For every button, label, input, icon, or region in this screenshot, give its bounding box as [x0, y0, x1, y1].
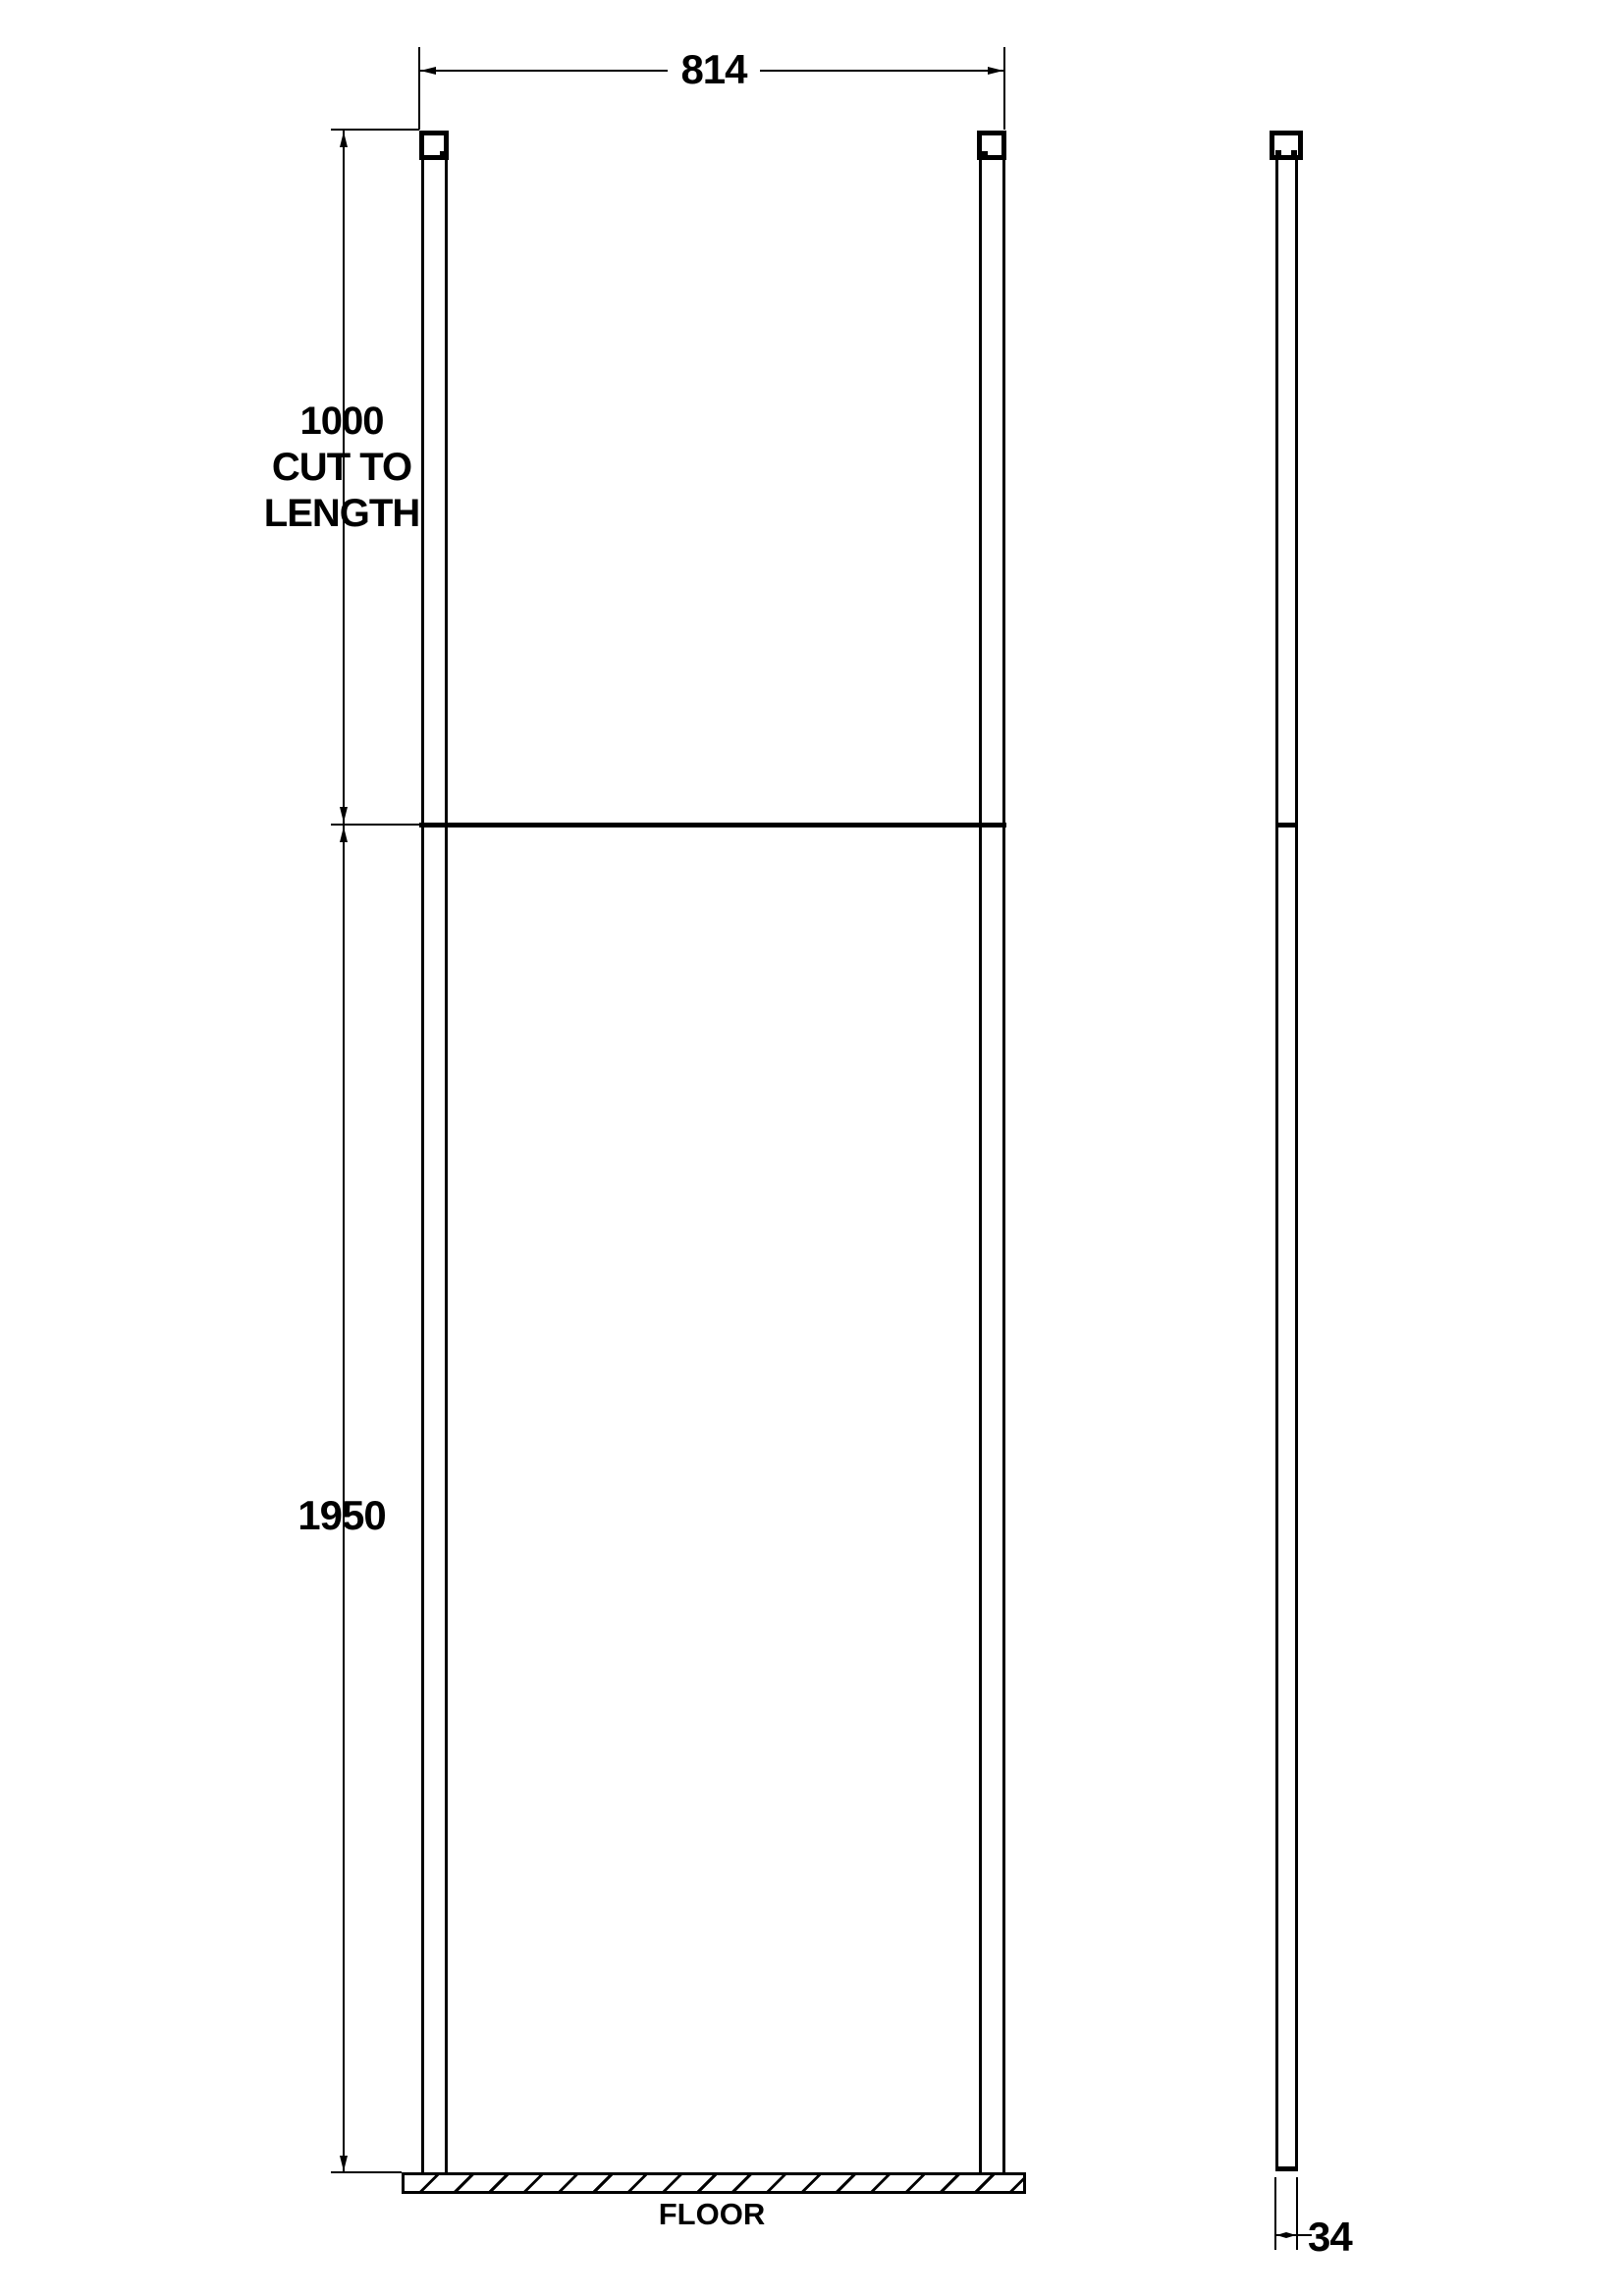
width-dim-label: 814	[680, 46, 747, 92]
width-dim-line-left	[420, 70, 668, 72]
thickness-dim-extension-right	[1296, 2177, 1298, 2250]
height-dim-extension-bottom	[331, 2171, 402, 2173]
right-post-cap-corner-detail	[981, 151, 988, 158]
height-dim-arrow-top	[340, 827, 348, 842]
post-dim-arrow-bottom	[340, 807, 348, 823]
height-dim-arrow-bottom	[340, 2156, 348, 2171]
post-dim-arrow-top	[340, 132, 348, 147]
post-dim-note-line1: CUT TO	[271, 446, 412, 489]
left-post-cap-corner-detail	[440, 151, 447, 158]
side-glass-top-tick	[1275, 823, 1298, 828]
right-post-tube	[979, 159, 1005, 2172]
post-dim-label	[245, 399, 438, 537]
floor-hatched-strip	[402, 2172, 1026, 2194]
side-cap-corner-detail-right	[1291, 150, 1297, 156]
post-dim-value: 1000	[299, 400, 384, 443]
thickness-dim-arrow-left	[1276, 2232, 1286, 2238]
height-dim-label: 1950	[298, 1492, 386, 1538]
post-dim-note-line2: LENGTH	[263, 492, 420, 535]
thickness-dim-extension-left	[1274, 2177, 1276, 2250]
side-cap-corner-detail-left	[1275, 150, 1281, 156]
width-dim-line-right	[760, 70, 1003, 72]
floor-label: FLOOR	[658, 2197, 766, 2231]
thickness-dim-label: 34	[1308, 2214, 1352, 2260]
side-post-tube	[1275, 159, 1298, 2171]
glass-panel-top-edge	[419, 823, 1006, 828]
width-dim-arrow-left	[420, 67, 436, 75]
width-dim-extension-right	[1003, 47, 1005, 130]
width-dim-arrow-right	[988, 67, 1003, 75]
width-dim-extension-left	[418, 47, 420, 130]
thickness-dim-arrow-right	[1286, 2232, 1296, 2238]
